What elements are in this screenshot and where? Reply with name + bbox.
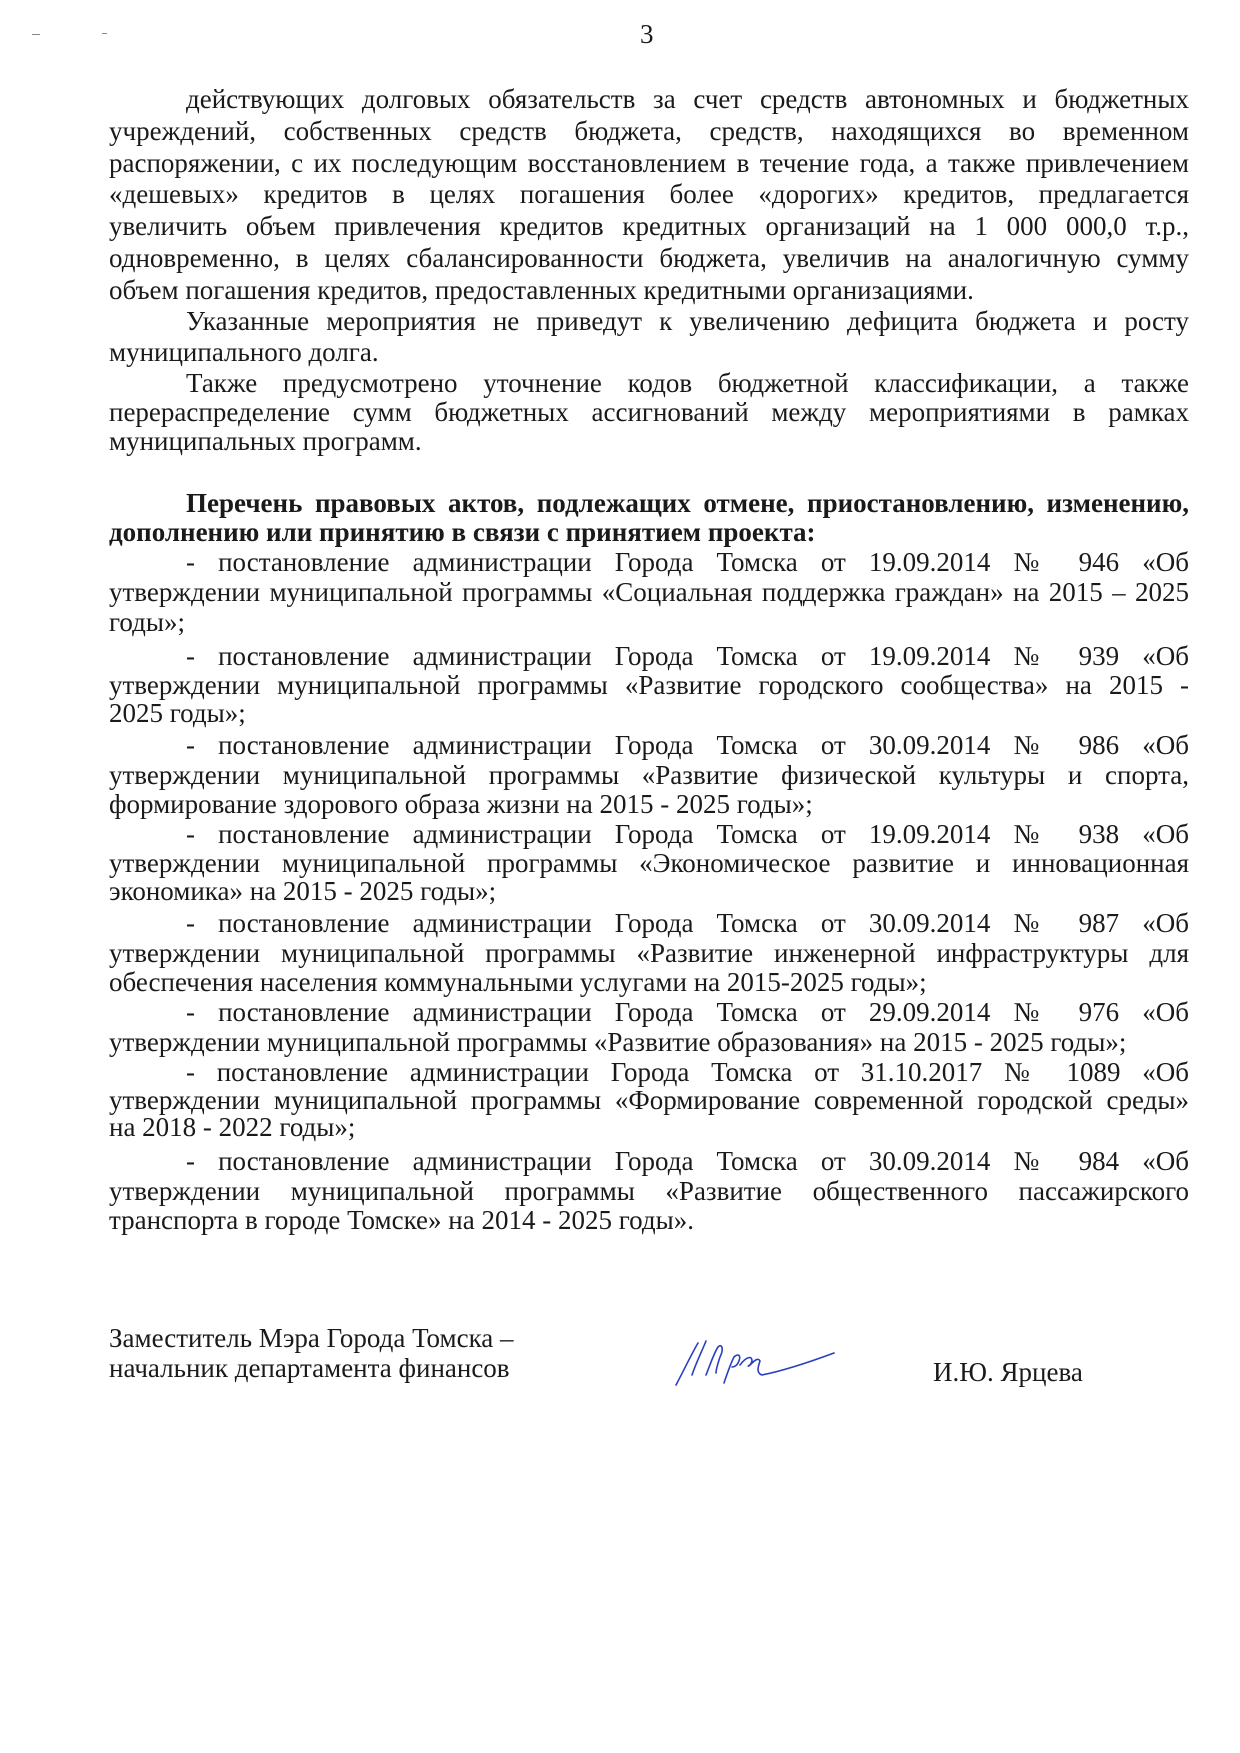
list-item-line: - постановление администрации Города Томска от 31.10.2017 № 1089 «Об	[186, 1057, 1189, 1087]
signatory-position-line2: начальник департамента финансов	[109, 1353, 510, 1383]
list-item-line: - постановление администрации Города Томска от 30.09.2014 № 984 «Об	[186, 1146, 1189, 1176]
page-number: 3	[640, 19, 654, 49]
paragraph-line: учреждений, собственных средств бюджета, средств, находящихся во временном	[109, 115, 1189, 146]
paragraph-line: распоряжении, с их последующим восстановлением в течение года, а также привлечением	[109, 147, 1189, 178]
list-item-line: экономика» на 2015 - 2025 годы»;	[109, 876, 497, 906]
list-item-line: - постановление администрации Города Томска от 30.09.2014 № 986 «Об	[186, 730, 1189, 760]
list-item-line: транспорта в городе Томске» на 2014 - 2025 годы».	[109, 1205, 694, 1235]
list-item-line: утверждении муниципальной программы «Развитие общественного пассажирского	[109, 1175, 1189, 1206]
list-item-line: утверждении муниципальной программы «Развитие образования» на 2015 - 2025 годы»;	[109, 1027, 1127, 1057]
paragraph-line: действующих долговых обязательств за счет средств автономных и бюджетных	[186, 84, 1189, 114]
list-item-line: - постановление администрации Города Томска от 30.09.2014 № 987 «Об	[186, 908, 1189, 938]
paragraph-line: муниципальных программ.	[109, 426, 422, 456]
list-item-line: годы»;	[109, 607, 186, 637]
list-item-line: утверждении муниципальной программы «Экономическое развитие и инновационная	[109, 847, 1189, 878]
signatory-name: И.Ю. Ярцева	[933, 1357, 1083, 1387]
scan-mark	[102, 33, 107, 34]
paragraph-line: Также предусмотрено уточнение кодов бюджетной классификации, а также	[186, 368, 1189, 398]
paragraph-line: «дешевых» кредитов в целях погашения более «дорогих» кредитов, предлагается	[109, 179, 1189, 210]
scan-mark	[32, 34, 40, 35]
list-item-line: обеспечения населения коммунальными услугами на 2015-2025 годы»;	[109, 967, 927, 997]
signatory-position-line1: Заместитель Мэра Города Томска –	[109, 1323, 514, 1353]
paragraph-line: одновременно, в целях сбалансированности бюджета, увеличив на аналогичную сумму	[109, 243, 1189, 273]
list-item-line: на 2018 - 2022 годы»;	[109, 1112, 356, 1142]
paragraph-line: муниципального долга.	[109, 337, 379, 367]
list-item-line: утверждении муниципальной программы «Формирование современной городской среды»	[109, 1084, 1189, 1115]
list-item-line: утверждении муниципальной программы «Развитие городского сообщества» на 2015 -	[109, 669, 1189, 700]
list-item-line: - постановление администрации Города Томска от 19.09.2014 № 938 «Об	[186, 819, 1189, 849]
list-item-line: утверждении муниципальной программы «Социальная поддержка граждан» на 2015 – 2025	[109, 577, 1189, 607]
list-item-line: - постановление администрации Города Томска от 19.09.2014 № 939 «Об	[186, 641, 1189, 671]
paragraph-line: Указанные мероприятия не приведут к увеличению дефицита бюджета и росту	[186, 306, 1189, 336]
list-item-line: - постановление администрации Города Томска от 29.09.2014 № 976 «Об	[186, 997, 1189, 1027]
list-item-line: 2025 годы»;	[109, 698, 246, 728]
list-item-line: утверждении муниципальной программы «Развитие инженерной инфраструктуры для	[109, 937, 1189, 968]
list-item-line: утверждении муниципальной программы «Развитие физической культуры и спорта,	[109, 759, 1189, 790]
list-item-line: формирование здорового образа жизни на 2015 - 2025 годы»;	[109, 789, 813, 819]
section-heading-line: Перечень правовых актов, подлежащих отмене, приостановлению, изменению,	[186, 488, 1189, 518]
handwritten-signature	[672, 1335, 842, 1395]
section-heading-line: дополнению или принятию в связи с принятием проекта:	[109, 516, 816, 547]
paragraph-line: увеличить объем привлечения кредитов кредитных организаций на 1 000 000,0 т.р.,	[109, 211, 1189, 242]
paragraph-line: объем погашения кредитов, предоставленных кредитными организациями.	[109, 274, 974, 305]
paragraph-line: перераспределение сумм бюджетных ассигнований между мероприятиями в рамках	[109, 397, 1189, 427]
list-item-line: - постановление администрации Города Томска от 19.09.2014 № 946 «Об	[186, 547, 1189, 577]
